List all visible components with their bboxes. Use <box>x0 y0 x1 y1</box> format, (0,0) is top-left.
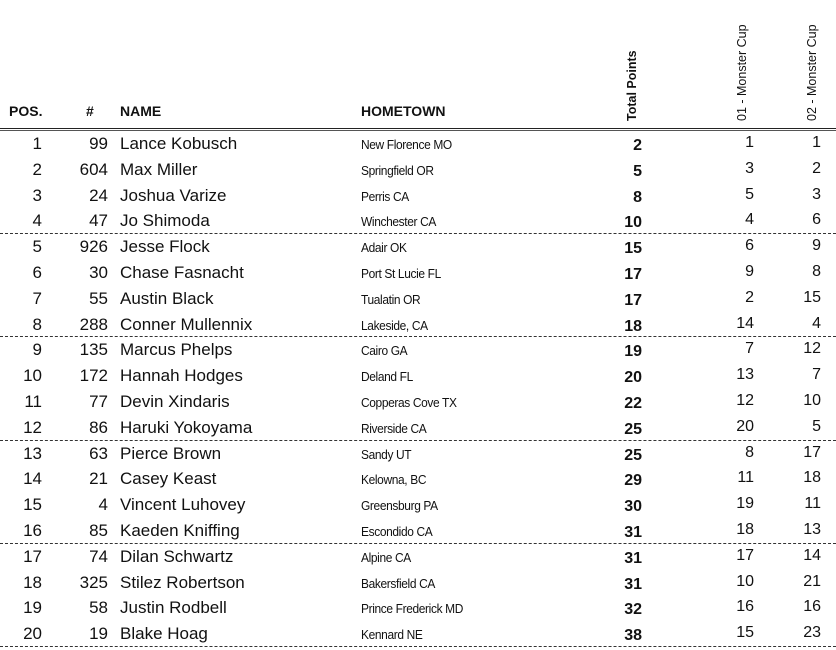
round1-cell: 6 <box>745 237 754 255</box>
round1-cell: 3 <box>745 159 754 177</box>
round2-cell: 14 <box>803 546 821 564</box>
position-cell: 5 <box>32 237 42 257</box>
round1-cell: 5 <box>745 185 754 203</box>
hometown-cell: Deland FL <box>361 369 413 385</box>
position-cell: 13 <box>23 443 42 463</box>
table-row <box>0 621 836 647</box>
position-cell: 8 <box>32 314 42 334</box>
round1-cell: 9 <box>745 263 754 280</box>
position-cell: 2 <box>32 159 42 179</box>
total-points-cell: 17 <box>624 291 642 309</box>
rider-name-cell: Haruki Yokoyama <box>120 417 253 437</box>
hometown-cell: Port St Lucie FL <box>361 266 441 281</box>
hometown-cell: Greensburg PA <box>361 498 438 514</box>
rider-name-cell: Pierce Brown <box>120 443 222 463</box>
round1-cell: 18 <box>736 521 754 538</box>
header-round2: 02 - Monster Cup <box>805 24 819 121</box>
number-cell: 47 <box>89 211 108 231</box>
round1-cell: 2 <box>745 288 754 306</box>
table-row <box>0 183 836 209</box>
hometown-cell: Sandy UT <box>361 446 412 462</box>
position-cell: 17 <box>23 546 42 566</box>
position-cell: 4 <box>32 211 42 231</box>
rider-name-cell: Max Miller <box>120 159 198 179</box>
round1-cell: 17 <box>736 546 754 564</box>
rider-name-cell: Justin Rodbell <box>120 598 227 618</box>
hometown-cell: Alpine CA <box>361 549 411 565</box>
number-cell: 21 <box>89 469 108 489</box>
table-row <box>0 595 836 621</box>
table-row <box>0 570 836 596</box>
number-cell: 926 <box>79 237 108 257</box>
round2-cell: 4 <box>812 314 821 332</box>
number-cell: 55 <box>89 288 108 308</box>
round2-cell: 12 <box>803 340 821 358</box>
table-row <box>0 286 836 312</box>
round2-cell: 3 <box>812 185 821 203</box>
table-row <box>0 363 836 389</box>
round2-cell: 23 <box>803 624 821 642</box>
round1-cell: 13 <box>736 366 754 384</box>
number-cell: 86 <box>89 417 108 437</box>
table-row <box>0 492 836 518</box>
rider-name-cell: Joshua Varize <box>120 185 227 205</box>
round2-cell: 16 <box>803 598 821 616</box>
position-cell: 9 <box>32 340 42 360</box>
hometown-cell: Adair OK <box>361 240 407 256</box>
rider-name-cell: Devin Xindaris <box>120 392 230 411</box>
table-row <box>0 389 836 415</box>
hometown-cell: Cairo GA <box>361 343 408 359</box>
total-points-cell: 18 <box>624 317 642 335</box>
table-row <box>0 234 836 260</box>
number-cell: 30 <box>89 263 108 282</box>
rider-name-cell: Jesse Flock <box>120 237 210 257</box>
round1-cell: 20 <box>736 417 754 435</box>
group-divider <box>0 646 836 647</box>
hometown-cell: Kelowna, BC <box>361 472 427 488</box>
rider-name-cell: Chase Fasnacht <box>120 263 244 282</box>
rider-name-cell: Lance Kobusch <box>120 134 238 153</box>
round1-cell: 1 <box>745 134 754 151</box>
total-points-cell: 31 <box>624 575 642 593</box>
round1-cell: 19 <box>736 495 754 513</box>
rider-name-cell: Hannah Hodges <box>120 366 243 386</box>
position-cell: 7 <box>32 288 42 308</box>
rider-name-cell: Blake Hoag <box>120 624 208 644</box>
total-points-cell: 32 <box>624 601 642 619</box>
round2-cell: 8 <box>812 263 821 280</box>
number-cell: 19 <box>89 624 108 644</box>
position-cell: 14 <box>23 469 42 489</box>
number-cell: 85 <box>89 521 108 540</box>
header-pos: POS. <box>9 103 43 119</box>
position-cell: 15 <box>23 495 42 515</box>
hometown-cell: Bakersfield CA <box>361 575 435 591</box>
hometown-cell: Prince Frederick MD <box>361 601 464 617</box>
round2-cell: 1 <box>812 134 821 151</box>
rider-name-cell: Austin Black <box>120 288 214 308</box>
total-points-cell: 30 <box>624 498 642 516</box>
total-points-cell: 5 <box>633 162 642 180</box>
round1-cell: 10 <box>736 572 754 590</box>
position-cell: 1 <box>32 134 42 153</box>
position-cell: 11 <box>24 392 42 411</box>
hometown-cell: Escondido CA <box>361 524 433 539</box>
number-cell: 172 <box>79 366 108 386</box>
rider-name-cell: Conner Mullennix <box>120 314 253 334</box>
header-name: NAME <box>120 103 162 119</box>
total-points-cell: 2 <box>633 137 642 154</box>
position-cell: 12 <box>23 417 42 437</box>
round2-cell: 17 <box>803 443 821 461</box>
hometown-cell: Perris CA <box>361 188 409 204</box>
rider-name-cell: Kaeden Kniffing <box>120 521 240 540</box>
header-total-points: Total Points <box>625 50 639 121</box>
round1-cell: 15 <box>736 624 754 642</box>
position-cell: 18 <box>23 572 42 592</box>
number-cell: 4 <box>98 495 108 515</box>
round1-cell: 16 <box>736 598 754 616</box>
round1-cell: 8 <box>745 443 754 461</box>
round2-cell: 6 <box>812 211 821 229</box>
total-points-cell: 38 <box>624 627 642 645</box>
rider-name-cell: Vincent Luhovey <box>120 495 246 515</box>
hometown-cell: Springfield OR <box>361 162 434 178</box>
header-hometown: HOMETOWN <box>361 103 446 119</box>
rider-name-cell: Dilan Schwartz <box>120 546 234 566</box>
rider-name-cell: Stilez Robertson <box>120 572 245 592</box>
round2-cell: 10 <box>803 392 821 409</box>
hometown-cell: Lakeside, CA <box>361 317 428 333</box>
round2-cell: 5 <box>812 417 821 435</box>
table-row <box>0 518 836 544</box>
number-cell: 74 <box>89 546 108 566</box>
total-points-cell: 10 <box>624 214 642 232</box>
table-row <box>0 260 836 286</box>
number-cell: 77 <box>89 392 108 411</box>
round2-cell: 11 <box>804 495 821 513</box>
total-points-cell: 25 <box>624 420 642 438</box>
rider-name-cell: Jo Shimoda <box>120 211 210 231</box>
table-row <box>0 466 836 492</box>
header-number: # <box>86 103 94 119</box>
number-cell: 288 <box>79 314 108 334</box>
round2-cell: 21 <box>803 572 821 590</box>
table-row <box>0 441 836 467</box>
position-cell: 20 <box>23 624 42 644</box>
round1-cell: 7 <box>745 340 754 358</box>
total-points-cell: 31 <box>624 524 642 541</box>
table-row <box>0 131 836 157</box>
total-points-cell: 31 <box>624 549 642 567</box>
round1-cell: 14 <box>736 314 754 332</box>
rider-name-cell: Casey Keast <box>120 469 217 489</box>
position-cell: 19 <box>23 598 42 618</box>
round2-cell: 9 <box>812 237 821 255</box>
hometown-cell: New Florence MO <box>361 137 452 152</box>
table-row <box>0 157 836 183</box>
rider-name-cell: Marcus Phelps <box>120 340 233 360</box>
number-cell: 99 <box>89 134 108 153</box>
round2-cell: 7 <box>812 366 821 384</box>
hometown-cell: Tualatin OR <box>361 291 421 307</box>
total-points-cell: 22 <box>624 395 642 412</box>
total-points-cell: 8 <box>633 188 642 206</box>
total-points-cell: 15 <box>624 240 642 258</box>
table-row <box>0 544 836 570</box>
round2-cell: 18 <box>803 469 821 487</box>
table-row <box>0 208 836 234</box>
hometown-cell: Winchester CA <box>361 214 436 230</box>
round1-cell: 4 <box>745 211 754 229</box>
table-row <box>0 312 836 338</box>
table-row <box>0 415 836 441</box>
round2-cell: 2 <box>812 159 821 177</box>
position-cell: 3 <box>32 185 42 205</box>
hometown-cell: Kennard NE <box>361 627 423 643</box>
total-points-cell: 29 <box>624 472 642 490</box>
hometown-cell: Copperas Cove TX <box>361 395 457 410</box>
round1-cell: 12 <box>736 392 754 409</box>
position-cell: 10 <box>23 366 42 386</box>
position-cell: 6 <box>32 263 42 282</box>
number-cell: 325 <box>79 572 108 592</box>
table-row <box>0 337 836 363</box>
round2-cell: 15 <box>803 288 821 306</box>
number-cell: 604 <box>79 159 108 179</box>
number-cell: 135 <box>79 340 108 360</box>
position-cell: 16 <box>23 521 42 540</box>
number-cell: 63 <box>89 443 108 463</box>
header-round1: 01 - Monster Cup <box>735 24 749 121</box>
total-points-cell: 25 <box>624 446 642 464</box>
hometown-cell: Riverside CA <box>361 420 427 436</box>
number-cell: 24 <box>89 185 108 205</box>
round1-cell: 11 <box>737 469 754 487</box>
total-points-cell: 17 <box>624 266 642 283</box>
total-points-cell: 19 <box>624 343 642 361</box>
round2-cell: 13 <box>803 521 821 538</box>
total-points-cell: 20 <box>624 369 642 387</box>
number-cell: 58 <box>89 598 108 618</box>
